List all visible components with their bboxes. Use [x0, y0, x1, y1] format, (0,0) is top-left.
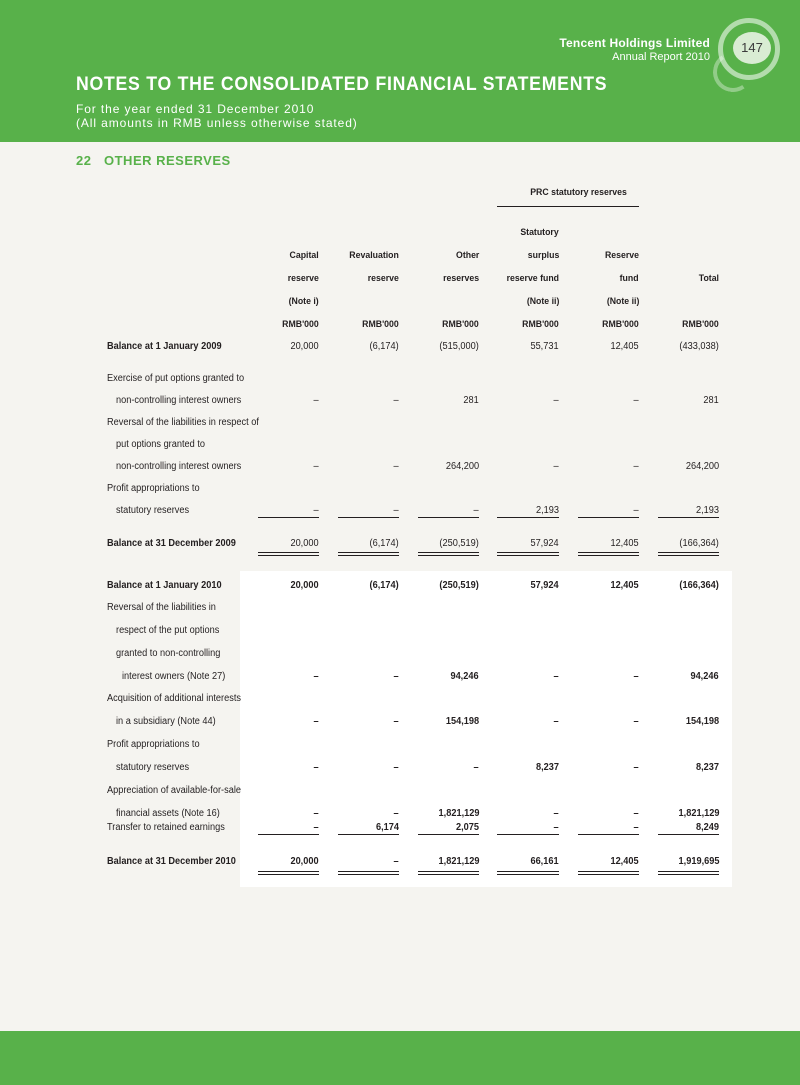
total-rule: [338, 871, 399, 872]
table-cell: 154,198: [445, 716, 479, 727]
table-cell: –: [633, 822, 639, 833]
total-rule: [418, 871, 479, 872]
table-cell: 8,249: [695, 822, 719, 833]
table-cell: 94,246: [690, 671, 719, 682]
total-rule: [658, 871, 719, 872]
row-label: Balance at 1 January 2009: [107, 341, 222, 352]
table-cell: 154,198: [685, 716, 719, 727]
column-header: (Note ii): [606, 296, 639, 307]
row-label: Transfer to retained earnings: [107, 822, 225, 833]
table-cell: (433,038): [679, 341, 719, 352]
highlight-panel: [240, 571, 732, 887]
table-cell: 1,821,129: [438, 808, 479, 819]
table-cell: (250,519): [439, 580, 479, 591]
subtotal-rule: [258, 834, 319, 835]
table-cell: –: [553, 822, 559, 833]
row-label: Balance at 1 January 2010: [107, 580, 222, 591]
total-rule: [418, 555, 479, 556]
table-cell: (6,174): [369, 341, 399, 352]
column-header: Statutory: [520, 227, 559, 238]
row-label: Balance at 31 December 2009: [107, 538, 236, 549]
subtotal-rule: [338, 834, 399, 835]
table-cell: 57,924: [530, 580, 559, 591]
table-cell: –: [393, 808, 399, 819]
subtotal-rule: [258, 517, 319, 518]
row-label: Balance at 31 December 2010: [107, 856, 236, 867]
column-header: RMB'000: [682, 319, 719, 330]
table-cell: 12,405: [610, 341, 639, 352]
table-cell: –: [473, 505, 479, 516]
table-cell: (6,174): [369, 580, 399, 591]
table-cell: –: [633, 808, 639, 819]
row-label: Reversal of the liabilities in: [107, 602, 216, 613]
table-cell: 94,246: [450, 671, 479, 682]
row-label: non-controlling interest owners: [116, 395, 242, 406]
company-block: [559, 36, 710, 63]
table-cell: –: [393, 505, 399, 516]
table-cell: 20,000: [290, 538, 319, 549]
total-rule: [418, 874, 479, 875]
row-label: statutory reserves: [116, 762, 190, 773]
table-cell: 8,237: [535, 762, 559, 773]
column-header: (Note i): [288, 296, 319, 307]
table-cell: 20,000: [290, 580, 319, 591]
row-label: Appreciation of available-for-sale: [107, 785, 241, 796]
row-label: financial assets (Note 16): [116, 808, 220, 819]
column-header: reserve: [287, 273, 319, 284]
table-cell: 55,731: [530, 341, 559, 352]
column-header: RMB'000: [522, 319, 559, 330]
table-cell: 281: [703, 395, 719, 406]
total-rule: [258, 555, 319, 556]
total-rule: [258, 871, 319, 872]
subtotal-rule: [338, 517, 399, 518]
total-rule: [497, 552, 559, 553]
row-label: in a subsidiary (Note 44): [116, 716, 216, 727]
table-cell: 264,200: [685, 461, 719, 472]
table-cell: 12,405: [610, 538, 639, 549]
table-cell: –: [633, 762, 639, 773]
row-label: Reversal of the liabilities in respect of: [107, 417, 259, 428]
column-header: Other: [455, 250, 479, 261]
table-cell: 6,174: [375, 822, 399, 833]
column-header: RMB'000: [602, 319, 639, 330]
subtitle-period: For the year ended 31 December 2010: [76, 102, 315, 116]
row-label: non-controlling interest owners: [116, 461, 242, 472]
subtotal-rule: [497, 834, 559, 835]
row-label: Profit appropriations to: [107, 483, 200, 494]
row-label: put options granted to: [116, 439, 206, 450]
table-cell: –: [313, 822, 319, 833]
column-header: reserve: [367, 273, 399, 284]
table-cell: –: [633, 671, 639, 682]
table-cell: –: [313, 808, 319, 819]
table-cell: (166,364): [679, 580, 719, 591]
group-header: PRC statutory reserves: [530, 187, 627, 198]
table-cell: (166,364): [679, 538, 719, 549]
table-cell: 20,000: [290, 856, 319, 867]
page-title: NOTES TO THE CONSOLIDATED FINANCIAL STATEMENTS: [76, 74, 608, 95]
table-cell: –: [553, 716, 559, 727]
row-label: statutory reserves: [116, 505, 190, 516]
table-cell: 2,193: [535, 505, 559, 516]
table-cell: 8,237: [695, 762, 719, 773]
footer-band: [0, 1031, 800, 1085]
total-rule: [578, 871, 639, 872]
company-name: Tencent Holdings Limited: [559, 36, 710, 50]
column-header: RMB'000: [442, 319, 479, 330]
table-cell: –: [553, 808, 559, 819]
page-number: 147: [733, 32, 771, 64]
table-cell: (250,519): [439, 538, 479, 549]
subtotal-rule: [497, 517, 559, 518]
table-cell: –: [393, 856, 399, 867]
column-header: Reserve: [604, 250, 639, 261]
column-header: Revaluation: [349, 250, 399, 261]
total-rule: [578, 874, 639, 875]
total-rule: [578, 555, 639, 556]
table-cell: 281: [463, 395, 479, 406]
table-cell: –: [393, 395, 399, 406]
table-cell: (515,000): [439, 341, 479, 352]
table-cell: –: [313, 505, 319, 516]
subtitle-currency: (All amounts in RMB unless otherwise stated): [76, 116, 358, 130]
subtotal-rule: [418, 517, 479, 518]
table-cell: –: [393, 461, 399, 472]
table-cell: 66,161: [530, 856, 559, 867]
table-cell: –: [633, 716, 639, 727]
table-cell: –: [393, 671, 399, 682]
subtotal-rule: [418, 834, 479, 835]
total-rule: [658, 552, 719, 553]
column-header: RMB'000: [362, 319, 399, 330]
column-header: Total: [698, 273, 719, 284]
page-header: [0, 0, 800, 142]
column-header: reserve fund: [506, 273, 559, 284]
table-cell: 264,200: [445, 461, 479, 472]
subtotal-rule: [578, 834, 639, 835]
page-subtitle: [76, 102, 358, 130]
section-title: OTHER RESERVES: [104, 153, 231, 168]
column-header: Capital: [289, 250, 319, 261]
report-name: Annual Report 2010: [612, 51, 710, 63]
table-cell: –: [633, 505, 639, 516]
table-cell: –: [313, 671, 319, 682]
total-rule: [578, 552, 639, 553]
total-rule: [497, 874, 559, 875]
section-heading: [76, 153, 231, 168]
column-header: fund: [620, 273, 639, 284]
table-cell: –: [313, 461, 319, 472]
table-cell: –: [553, 461, 559, 472]
row-label: Exercise of put options granted to: [107, 373, 245, 384]
table-cell: 1,821,129: [678, 808, 719, 819]
table-cell: –: [633, 461, 639, 472]
total-rule: [497, 555, 559, 556]
table-cell: –: [313, 716, 319, 727]
table-cell: –: [633, 395, 639, 406]
total-rule: [338, 874, 399, 875]
table-cell: 2,075: [455, 822, 479, 833]
table-cell: (6,174): [369, 538, 399, 549]
row-label: respect of the put options: [116, 625, 220, 636]
table-cell: –: [393, 716, 399, 727]
total-rule: [258, 552, 319, 553]
total-rule: [418, 552, 479, 553]
table-cell: 12,405: [610, 856, 639, 867]
table-cell: 57,924: [530, 538, 559, 549]
table-cell: –: [313, 395, 319, 406]
row-label: interest owners (Note 27): [122, 671, 226, 682]
row-label: Profit appropriations to: [107, 739, 200, 750]
total-rule: [497, 871, 559, 872]
total-rule: [338, 552, 399, 553]
table-cell: –: [473, 762, 479, 773]
table-cell: –: [393, 762, 399, 773]
column-header: RMB'000: [282, 319, 319, 330]
table-cell: 12,405: [610, 580, 639, 591]
group-header-rule: [497, 206, 639, 207]
total-rule: [658, 555, 719, 556]
table-cell: 2,193: [695, 505, 719, 516]
subtotal-rule: [578, 517, 639, 518]
row-label: Acquisition of additional interests: [107, 693, 241, 704]
total-rule: [338, 555, 399, 556]
subtotal-rule: [658, 517, 719, 518]
subtotal-rule: [658, 834, 719, 835]
table-cell: 1,919,695: [678, 856, 719, 867]
column-header: surplus: [527, 250, 559, 261]
column-header: reserves: [443, 273, 479, 284]
table-cell: 20,000: [290, 341, 319, 352]
row-label: granted to non-controlling: [116, 648, 221, 659]
table-cell: 1,821,129: [438, 856, 479, 867]
table-cell: –: [553, 395, 559, 406]
column-header: (Note ii): [526, 296, 559, 307]
section-number: 22: [76, 153, 92, 168]
total-rule: [258, 874, 319, 875]
total-rule: [658, 874, 719, 875]
table-cell: –: [313, 762, 319, 773]
table-cell: –: [553, 671, 559, 682]
